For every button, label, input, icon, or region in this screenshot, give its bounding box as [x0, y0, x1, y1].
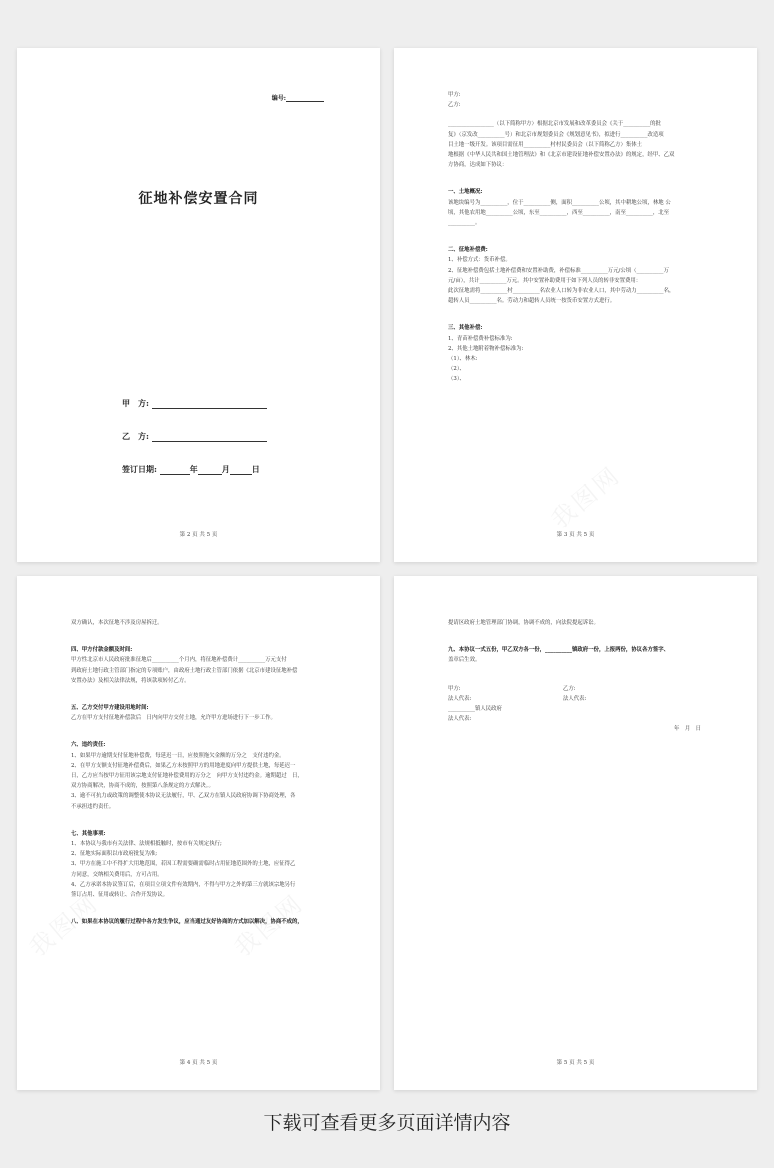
- year-label: 年: [189, 464, 198, 474]
- text-line: 日，乙方应当按甲方征用该宗地支付征地补偿费用的万分之 向甲方支付违约金。逾期超过 日，: [71, 773, 303, 780]
- section-heading: 四、甲方付款金额及时间:: [71, 647, 133, 654]
- section-heading: 一、土地概况:: [448, 189, 483, 196]
- text-line: 3、甲方在施工中不得扩大用地范围，若因工程需要确需临时占用征地范围外的土地，应征得乙: [71, 861, 296, 868]
- party-b-label: 乙方:: [563, 685, 576, 692]
- contract-page-4: [17, 576, 380, 1090]
- page-number: 第 2 页 共 5 页: [179, 532, 218, 538]
- text-line: （1）、林木:: [448, 356, 478, 363]
- legal-rep-c-label: 法人代表:: [448, 716, 472, 723]
- text-line: 顷，其他农用地__________公顷，东至__________，西至__________，南至__________，北至: [448, 209, 670, 216]
- page-number: 第 5 页 共 5 页: [556, 1060, 595, 1066]
- document-number: [272, 93, 324, 102]
- text-line: 元/亩），共计__________万元。其中安置补助费用于如下列人员的转非安置费用：: [448, 277, 642, 284]
- text-line: _________________（以下简称甲方）根据北京市发展和改革委员会《关于__________的批: [448, 121, 661, 128]
- text-line: 乙方在甲方支付征地补偿款后 日内向甲方交付土地，允许甲方进场进行下一步工作。: [71, 715, 276, 722]
- month-blank: [198, 474, 222, 475]
- page-4-content: [71, 618, 326, 927]
- text-line: 乙方:: [448, 102, 461, 109]
- party-a-label: 甲方:: [448, 685, 461, 692]
- section-heading: 九、本协议一式五份，甲乙双方各一份，__________镇政府一份，上报两份，协议各方签字、: [448, 647, 670, 654]
- month-label: 月: [221, 464, 230, 474]
- text-line: __________。: [448, 220, 481, 227]
- section-heading: 八、如果在本协议的履行过程中各方发生争议，应当通过友好协商的方式加以解决，协商不成的，: [71, 919, 303, 926]
- text-line: 到政府土地行政主管部门指定的专项账户，由政府土地行政主管部门依据《北京市建设征地补偿: [71, 667, 298, 674]
- caption: 下载可查看更多页面详情内容: [263, 1112, 511, 1134]
- contract-page-3: [394, 48, 757, 562]
- legal-rep-row: [448, 694, 703, 704]
- legal-rep-a-label: 法人代表:: [448, 695, 472, 702]
- text-line: 甲方:: [448, 92, 461, 98]
- text-line: （3）、: [448, 376, 465, 383]
- section-heading: 二、征地补偿费:: [448, 247, 488, 254]
- text-line: 1、补偿方式：货币补偿。: [448, 257, 511, 264]
- text-line: 不承担违约责任。: [71, 803, 115, 810]
- section-heading: 七、其他事项:: [71, 830, 106, 837]
- party-a-label: 甲 方:: [122, 398, 149, 408]
- text-line: 2、在甲方支额支付征地补偿费后，如果乙方未按照甲方的用地进度向甲方提供土地，每延迟一: [71, 762, 296, 769]
- watermark: [542, 456, 627, 535]
- text-line: 双方确认，本次征地不涉及房屋拆迁。: [71, 620, 163, 626]
- doc-no-label: 编号:: [271, 95, 286, 102]
- sign-date-line: [122, 464, 260, 475]
- party-a-blank: [152, 408, 267, 409]
- contract-page-5: [394, 576, 757, 1090]
- text-line: 地根据《中华人民共和国土地管理法》和《北京市建设征地补偿安置办法》的规定，经甲、乙双: [448, 152, 675, 159]
- text-line: 该地块编号为__________，位于__________侧，面积__________公顷，其中耕地公顷，林地 公: [448, 199, 671, 206]
- text-line: 甲方性北京市人民政府批准征地后__________个月内，将征地补偿费计__________万元支付: [71, 657, 287, 664]
- text-line: 方同意，交纳相关费用后，方可占用。: [71, 871, 163, 878]
- page-3-content: [448, 90, 703, 385]
- text-line: 1、青苗补偿费补偿标准为:: [448, 335, 513, 342]
- text-line: 此次征地需将__________村__________名农业人口转为非农业人口，其中劳动力__________名，: [448, 288, 675, 295]
- party-b-blank: [152, 441, 267, 442]
- text-line: 2、征地补偿费包括土地补偿费和安置补助费，补偿标准__________万元/公顷（__________万: [448, 267, 669, 274]
- cover-page: [17, 48, 380, 562]
- party-b-line: [122, 431, 267, 442]
- text-line: 超转人员__________名。劳动力和超转人员统一按货币安置方式进行。: [448, 298, 616, 305]
- party-b-label: 乙 方:: [122, 431, 149, 441]
- text-line: 目土地一级开发。该项目需征用__________村村民委员会（以下简称乙方）集体土: [448, 141, 643, 148]
- text-line: （2）、: [448, 366, 465, 373]
- text-line: 3、逾不可抗力或政策的调整使本协议无法履行，甲、乙双方在镇人民政府协调下协商处理，各: [71, 793, 296, 800]
- date-line: 年 月 日: [674, 726, 701, 733]
- day-blank: [230, 474, 252, 475]
- party-a-line: [122, 398, 267, 409]
- legal-rep-b-label: 法人代表:: [563, 695, 587, 702]
- text-line: 盖章后生效。: [448, 657, 481, 664]
- day-label: 日: [251, 464, 260, 474]
- sign-date-label: 签订日期:: [122, 464, 157, 474]
- page-5-content: [448, 618, 703, 735]
- year-blank: [160, 474, 190, 475]
- section-heading: 三、其他补偿:: [448, 325, 483, 332]
- text-line: 4、乙方承诺本协议签订后，在项目立项文件有效期内，不得与甲方之外的第三方就该宗地另行: [71, 881, 296, 888]
- text-line: 安置办法》及相关法律法规，将该款项转付乙方。: [71, 677, 190, 684]
- text-line: 提请区政府土地管理部门协调，协调不成的，向法院提起诉讼。: [448, 620, 599, 626]
- text-line: 2、其他土地附着物补偿标准为:: [448, 345, 524, 352]
- text-line: 双方协商解决，协商不成的，按照第八条规定的方式解决。。: [71, 783, 214, 790]
- section-heading: 五、乙方交付甲方建设用地时间:: [71, 705, 149, 712]
- page-number: 第 4 页 共 5 页: [179, 1060, 218, 1066]
- contract-title: 征地补偿安置合同: [138, 191, 259, 207]
- party-row: [448, 684, 703, 694]
- town-government: __________镇人民政府: [448, 706, 502, 713]
- text-line: 方协商，达成如下协议：: [448, 162, 508, 169]
- text-line: 签订占用、征用或转让、合作开发协议。: [71, 892, 169, 899]
- text-line: 1、本协议与我市有关法律、法规相抵触时，按市有关规定执行;: [71, 841, 222, 848]
- text-line: 复》（京发改__________号）和北京市规划委员会《规划意见书》，拟进行__________改造项: [448, 131, 664, 138]
- text-line: 1、如果甲方逾期支付征地补偿费，每延迟一日，应按照拖欠金额的万分之 支付违约金。: [71, 752, 285, 759]
- doc-no-blank: [286, 101, 324, 102]
- section-heading: 六、违约责任:: [71, 742, 106, 749]
- text-line: 2、征地实际面积以市政府批复为准;: [71, 851, 158, 858]
- page-number: 第 3 页 共 5 页: [556, 532, 595, 538]
